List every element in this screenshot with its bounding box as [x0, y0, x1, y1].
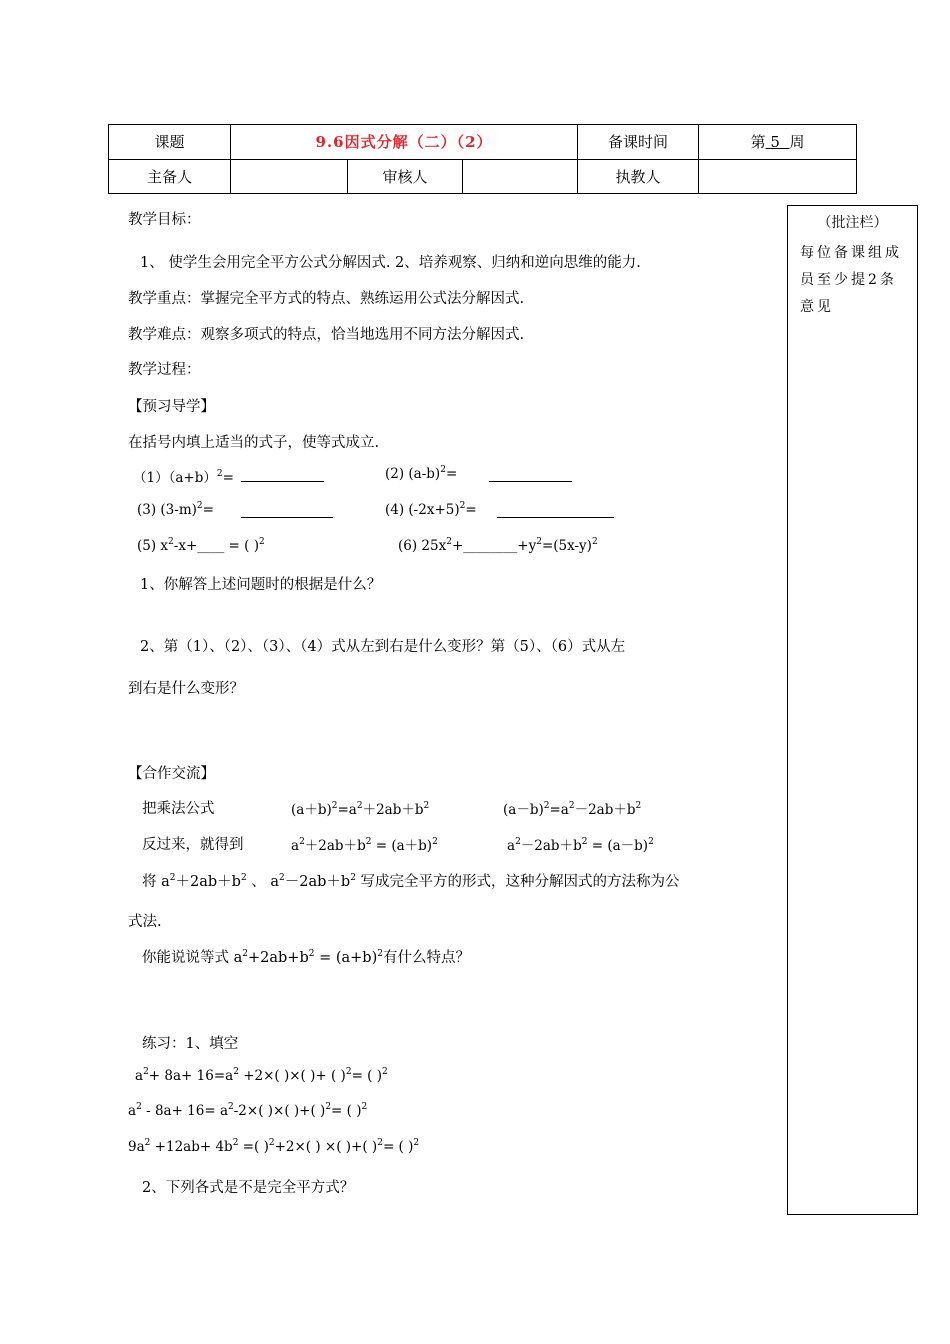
blank-4: [497, 517, 614, 518]
question-1: 1、你解答上述问题时的根据是什么？: [140, 577, 382, 593]
preview-label: 【预习导学】: [128, 399, 215, 415]
fill-instruction: 在括号内填上适当的式子，使等式成立.: [128, 435, 380, 451]
reviewer-label: 审核人: [348, 159, 463, 194]
week-value: 5: [770, 133, 780, 152]
header-table: [108, 124, 857, 194]
annotation-body: 每位备课组成员至少提2条意见: [800, 245, 902, 315]
reviewer-value: [463, 159, 578, 194]
difficulty: 教学难点：观察多项式的特点，恰当地选用不同方法分解因式.: [128, 327, 525, 343]
exercise-1: $(1)(a+b)^2=$: [133, 469, 234, 486]
teacher-label: 执教人: [578, 159, 699, 194]
key-point: 教学重点：掌握完全平方式的特点、熟练运用公式法分解因式.: [128, 291, 525, 307]
exercise-6: (6) $25x^2+\_\_\_\_\_\_\_\_+y^2=(5x-y)^2$: [398, 537, 598, 554]
process-label: 教学过程：: [128, 362, 201, 378]
mult-label: 把乘法公式: [142, 801, 215, 817]
teacher-value: [699, 159, 857, 194]
question-2-line-2: 到右是什么变形？: [128, 681, 244, 697]
reverse-label: 反过来，就得到: [142, 837, 244, 853]
main-prep-value: [231, 159, 348, 194]
practice-3: $9a^2 +12ab+ 4b^2$ =( )$^2$+2×( ) ×( )+( )$^2$= ( )$^2$: [128, 1138, 420, 1155]
subject-label: 课题: [109, 125, 231, 160]
blank-1: [241, 481, 324, 482]
exercise-4: (4) $(-2x+5)^2=$: [385, 501, 477, 518]
week-cell: 第 5 周: [699, 125, 857, 160]
annotation-sidebar: [787, 205, 918, 1215]
exercise-2: (2) $(a-b)^2=$: [385, 465, 458, 482]
practice-label: 练习：1、填空: [142, 1036, 239, 1052]
practice-2: $a^2 - 8a+ 16= a^2-2\times$( )×( )+( )$^2$= ( )$^2$: [128, 1102, 368, 1119]
formula-method-line-2: 式法.: [128, 914, 162, 930]
question-2-line-1: 2、第（1）、（2）、（3）、（4）式从左到右是什么变形？第（5）、（6）式从左: [140, 639, 626, 655]
lesson-title: 9.6因式分解（二）（2）: [231, 125, 578, 160]
mult-formula-2: $(a-b)^2=a^2-2ab+b^2$: [503, 801, 642, 818]
blank-2: [489, 481, 572, 482]
exercise-5: (5) $x^2-x+\_\_\_\_$ = ( )$^2$: [137, 537, 265, 554]
blank-3: [241, 517, 333, 518]
coop-label: 【合作交流】: [128, 766, 215, 782]
perfect-square-question: 2、下列各式是不是完全平方式？: [142, 1180, 355, 1196]
prep-time-label: 备课时间: [578, 125, 699, 160]
formula-method-line-1: 将 $a^2+2ab+b^2$ 、 $a^2-2ab+b^2$ 写成完全平方的形式，这种分解因式的方法称为公: [142, 873, 680, 890]
annotation-heading: （批注栏）: [817, 215, 888, 231]
goals-line: 1、 使学生会用完全平方公式分解因式. 2、培养观察、归纳和逆向思维的能力.: [140, 255, 641, 271]
exercise-3: (3) $(3-m)^2=$: [137, 501, 214, 518]
main-prep-label: 主备人: [109, 159, 231, 194]
goals-label: 教学目标：: [128, 212, 201, 228]
reverse-formula-1: $a^2+2ab+b^2 = (a+b)^2$: [291, 837, 438, 854]
feature-question: 你能说说等式 $a^2+2ab+b^2 = (a+b)^2$有什么特点？: [142, 949, 470, 966]
mult-formula-1: $(a+b)^2=a^2+2ab+b^2$: [291, 801, 430, 818]
practice-1: $a^2+ 8a+ 16=a^2 +2\times$( )×( )+ ( )$^2$= ( )$^2$: [135, 1067, 388, 1084]
reverse-formula-2: $a^2-2ab+b^2 = (a-b)^2$: [507, 837, 654, 854]
